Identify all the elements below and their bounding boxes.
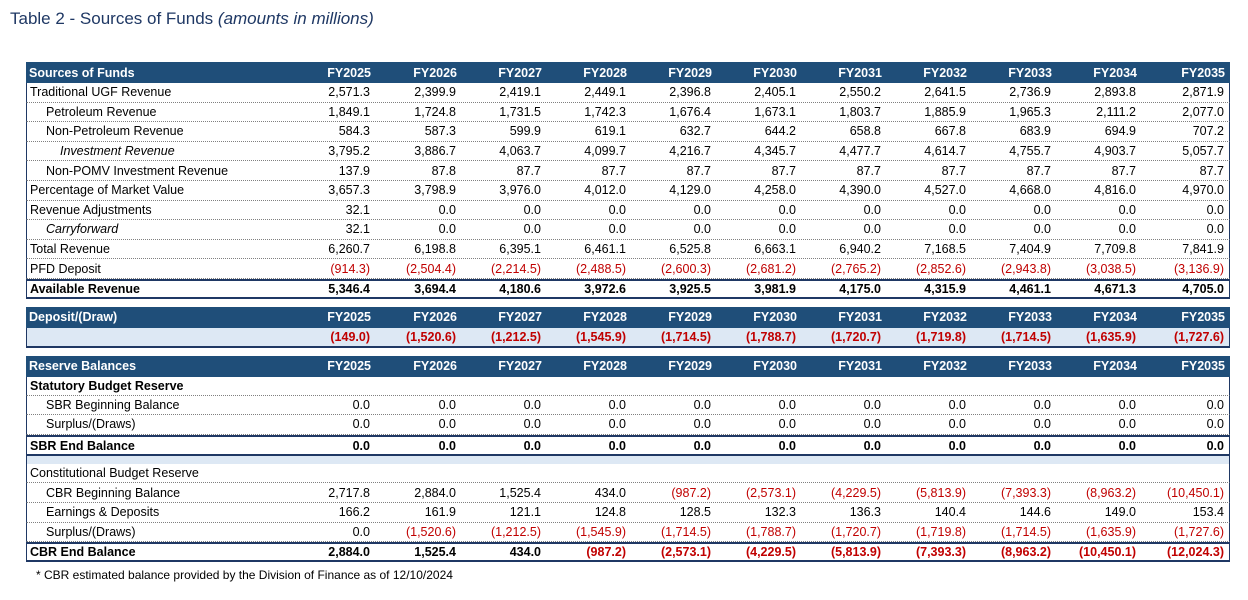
table-cell: (10,450.1) — [1167, 485, 1224, 500]
table-row-label: SBR End Balance — [30, 438, 135, 453]
table-cell: 1,525.4 — [499, 485, 541, 500]
table-cell: 0.0 — [438, 417, 456, 432]
table-cell: 4,671.3 — [1094, 281, 1136, 296]
table-cell: 0.0 — [352, 417, 370, 432]
footnote: * CBR estimated balance provided by the Division of Finance as of 12/10/2024 — [36, 568, 453, 582]
table-cell: 2,871.9 — [1182, 85, 1224, 100]
table-cell: 683.9 — [1019, 124, 1051, 139]
table-cell: (2,943.8) — [1000, 261, 1051, 276]
table-cell: (1,719.8) — [915, 329, 966, 344]
table-cell: 0.0 — [863, 202, 881, 217]
table-cell: 667.8 — [934, 124, 966, 139]
table-cell: 166.2 — [338, 505, 370, 520]
table-cell: 0.0 — [352, 397, 370, 412]
table-cell: 161.9 — [424, 505, 456, 520]
table-cell: (2,504.4) — [405, 261, 456, 276]
table-cell: (4,229.5) — [745, 544, 796, 559]
table-cell: 4,315.9 — [924, 281, 966, 296]
table-cell: FY2025 — [327, 359, 371, 374]
table-cell: (914.3) — [330, 261, 370, 276]
table-cell: (5,813.9) — [830, 544, 881, 559]
table-cell: 2,077.0 — [1182, 104, 1224, 119]
table-cell: 2,550.2 — [839, 85, 881, 100]
table-cell: FY2027 — [498, 359, 542, 374]
table-row — [26, 181, 1230, 201]
table-row — [26, 161, 1230, 181]
table-cell: 4,129.0 — [669, 183, 711, 198]
table-row — [26, 142, 1230, 162]
table-cell: 619.1 — [594, 124, 626, 139]
table-cell: (1,714.5) — [660, 329, 711, 344]
table-cell: (5,813.9) — [915, 485, 966, 500]
table-cell: (1,727.6) — [1173, 329, 1224, 344]
table-cell: 6,395.1 — [499, 242, 541, 257]
table-cell: FY2029 — [668, 65, 712, 80]
table-cell: 2,419.1 — [499, 85, 541, 100]
table-cell: 0.0 — [1206, 417, 1224, 432]
table-cell: 4,755.7 — [1009, 144, 1051, 159]
table-cell: (1,545.9) — [575, 329, 626, 344]
table-cell: 3,925.5 — [669, 281, 711, 296]
table-cell: 4,903.7 — [1094, 144, 1136, 159]
table-cell: (3,038.5) — [1085, 261, 1136, 276]
table-cell: 0.0 — [523, 202, 541, 217]
table-cell: 0.0 — [863, 438, 881, 453]
table-row-label: Non-POMV Investment Revenue — [46, 163, 229, 178]
table-cell: 0.0 — [863, 397, 881, 412]
deposit-header-label: Deposit/(Draw) — [29, 310, 118, 325]
table-row — [26, 240, 1230, 260]
table-row-label: Total Revenue — [30, 242, 110, 257]
table-cell: 153.4 — [1192, 505, 1224, 520]
table-cell: 87.7 — [686, 163, 711, 178]
table-cell: (1,720.7) — [830, 524, 881, 539]
table-cell: 0.0 — [523, 417, 541, 432]
sources-header-label: Sources of Funds — [29, 65, 135, 80]
table-cell: 4,063.7 — [499, 144, 541, 159]
table-cell: FY2033 — [1008, 65, 1052, 80]
table-cell: 2,396.8 — [669, 85, 711, 100]
table-cell: 87.7 — [771, 163, 796, 178]
table-cell: 7,168.5 — [924, 242, 966, 257]
deposit-header — [26, 307, 1230, 328]
table-cell: (1,714.5) — [1000, 524, 1051, 539]
table-cell: (10,450.1) — [1079, 544, 1136, 559]
table-cell: FY2028 — [583, 65, 627, 80]
table-cell: 2,717.8 — [328, 485, 370, 500]
table-cell: (2,214.5) — [490, 261, 541, 276]
table-cell: 658.8 — [849, 124, 881, 139]
table-cell: 0.0 — [778, 222, 796, 237]
table-cell: 0.0 — [778, 202, 796, 217]
table-cell: 2,641.5 — [924, 85, 966, 100]
table-cell: FY2026 — [413, 310, 457, 325]
table-cell: 2,111.2 — [1096, 104, 1136, 119]
table-cell: 0.0 — [438, 222, 456, 237]
table-cell: 87.7 — [1111, 163, 1136, 178]
table-cell: 434.0 — [594, 485, 626, 500]
table-row — [26, 279, 1230, 299]
table-cell: 434.0 — [509, 544, 541, 559]
table-cell: 4,099.7 — [584, 144, 626, 159]
table-cell: FY2035 — [1181, 65, 1225, 80]
table-cell: FY2034 — [1093, 310, 1137, 325]
table-cell: 1,849.1 — [328, 104, 370, 119]
table-cell: (1,635.9) — [1085, 524, 1136, 539]
table-row-label: Carryforward — [46, 222, 119, 237]
table-cell: FY2029 — [668, 310, 712, 325]
table-cell: 2,405.1 — [754, 85, 796, 100]
table-cell: 4,527.0 — [924, 183, 966, 198]
table-cell: 3,981.9 — [754, 281, 796, 296]
table-cell: 0.0 — [693, 417, 711, 432]
table-row-label: Revenue Adjustments — [30, 202, 152, 217]
table-cell: FY2035 — [1181, 359, 1225, 374]
table-cell: (2,765.2) — [830, 261, 881, 276]
table-cell: 5,346.4 — [328, 281, 370, 296]
table-cell: FY2028 — [583, 310, 627, 325]
table-cell: 7,404.9 — [1009, 242, 1051, 257]
table-cell: 2,884.0 — [414, 485, 456, 500]
table-cell: 644.2 — [764, 124, 796, 139]
table-cell: FY2034 — [1093, 359, 1137, 374]
table-cell: 2,884.0 — [328, 544, 370, 559]
table-cell: 0.0 — [523, 438, 541, 453]
table-cell: 137.9 — [338, 163, 370, 178]
table-cell: 3,976.0 — [499, 183, 541, 198]
table-cell: 2,893.8 — [1094, 85, 1136, 100]
table-cell: FY2026 — [413, 65, 457, 80]
table-cell: 0.0 — [948, 222, 966, 237]
table-title-note: (amounts in millions) — [217, 9, 374, 28]
table-cell: FY2030 — [753, 359, 797, 374]
table-cell: 4,614.7 — [924, 144, 966, 159]
table-row — [26, 259, 1230, 279]
table-cell: FY2031 — [838, 359, 882, 374]
table-cell: (1,714.5) — [1000, 329, 1051, 344]
table-cell: 87.7 — [856, 163, 881, 178]
spacer — [26, 348, 1230, 356]
table-cell: 0.0 — [1033, 438, 1051, 453]
table-row — [26, 415, 1230, 435]
table-cell: 1,742.3 — [584, 104, 626, 119]
table-cell: (1,720.7) — [830, 329, 881, 344]
table-cell: (1,788.7) — [745, 524, 796, 539]
table-row — [26, 83, 1230, 103]
table-cell: 4,668.0 — [1009, 183, 1051, 198]
table-cell: 0.0 — [693, 202, 711, 217]
table-cell: 87.7 — [516, 163, 541, 178]
table-cell: 0.0 — [948, 202, 966, 217]
table-cell: 7,709.8 — [1094, 242, 1136, 257]
table-cell: 584.3 — [338, 124, 370, 139]
table-row-label: PFD Deposit — [30, 261, 101, 276]
table-cell: 0.0 — [1118, 397, 1136, 412]
table-cell: FY2025 — [327, 65, 371, 80]
table-cell: 132.3 — [764, 505, 796, 520]
table-cell: (1,545.9) — [575, 524, 626, 539]
table-cell: 87.7 — [941, 163, 966, 178]
table-cell: (1,788.7) — [745, 329, 796, 344]
table-cell: 4,216.7 — [669, 144, 711, 159]
table-cell: 1,676.4 — [669, 104, 711, 119]
table-cell: 632.7 — [679, 124, 711, 139]
table-cell: 0.0 — [1206, 438, 1224, 453]
table-cell: (2,681.2) — [745, 261, 796, 276]
table-row-label: Surplus/(Draws) — [46, 417, 136, 432]
table-cell: 3,694.4 — [414, 281, 456, 296]
table-cell: 0.0 — [778, 417, 796, 432]
table-cell: FY2028 — [583, 359, 627, 374]
table-row — [26, 503, 1230, 523]
table-cell: 144.6 — [1019, 505, 1051, 520]
table-cell: 0.0 — [948, 417, 966, 432]
table-cell: (987.2) — [586, 544, 626, 559]
table-cell: 0.0 — [863, 222, 881, 237]
table-row — [26, 103, 1230, 123]
table-cell: 0.0 — [948, 397, 966, 412]
table-cell: 87.7 — [1199, 163, 1224, 178]
table-cell: (2,852.6) — [915, 261, 966, 276]
table-cell: 4,345.7 — [754, 144, 796, 159]
table-cell: 149.0 — [1104, 505, 1136, 520]
table-cell: 4,175.0 — [839, 281, 881, 296]
table-cell: 136.3 — [849, 505, 881, 520]
table-cell: FY2030 — [753, 310, 797, 325]
table-cell: 4,390.0 — [839, 183, 881, 198]
table-cell: (1,727.6) — [1173, 524, 1224, 539]
table-cell: (2,573.1) — [745, 485, 796, 500]
table-row-label: Percentage of Market Value — [30, 183, 185, 198]
table-cell: (3,136.9) — [1173, 261, 1224, 276]
table-cell: 2,399.9 — [414, 85, 456, 100]
table-cell: 140.4 — [934, 505, 966, 520]
table-cell: 3,798.9 — [414, 183, 456, 198]
table-cell: 128.5 — [679, 505, 711, 520]
table-cell: FY2032 — [923, 310, 967, 325]
table-cell: 4,816.0 — [1094, 183, 1136, 198]
table-row-label: Earnings & Deposits — [46, 505, 160, 520]
table-cell: 2,571.3 — [328, 85, 370, 100]
table-row-label: Non-Petroleum Revenue — [46, 124, 184, 139]
table-cell: 707.2 — [1192, 124, 1224, 139]
table-row — [26, 396, 1230, 416]
table-cell: (8,963.2) — [1085, 485, 1136, 500]
table-cell: 6,461.1 — [584, 242, 626, 257]
table-cell: 0.0 — [948, 438, 966, 453]
table-cell: FY2029 — [668, 359, 712, 374]
table-cell: 0.0 — [1118, 438, 1136, 453]
table-cell: 2,736.9 — [1009, 85, 1051, 100]
table-cell: (2,573.1) — [660, 544, 711, 559]
table-cell: 3,657.3 — [328, 183, 370, 198]
table-row — [26, 523, 1230, 543]
table-cell: 0.0 — [438, 202, 456, 217]
table-cell: 0.0 — [438, 438, 456, 453]
cbr-title-label: Constitutional Budget Reserve — [30, 466, 199, 481]
table-cell: 0.0 — [608, 438, 626, 453]
table-row — [26, 483, 1230, 503]
table-cell: 0.0 — [608, 202, 626, 217]
table-cell: 0.0 — [1033, 397, 1051, 412]
table-cell: 1,525.4 — [414, 544, 456, 559]
table-row — [26, 435, 1230, 455]
table-cell: (2,600.3) — [660, 261, 711, 276]
table-cell: 0.0 — [608, 417, 626, 432]
table-cell: (1,719.8) — [915, 524, 966, 539]
table-cell: 1,731.5 — [499, 104, 541, 119]
table-cell: 5,057.7 — [1182, 144, 1224, 159]
table-cell: 1,885.9 — [924, 104, 966, 119]
table-cell: 6,663.1 — [754, 242, 796, 257]
table-cell: (8,963.2) — [1000, 544, 1051, 559]
table-row-label: SBR Beginning Balance — [46, 397, 180, 412]
table-cell: (149.0) — [330, 329, 370, 344]
cbr-title — [26, 464, 1230, 483]
sources-of-funds-table — [26, 62, 1230, 562]
table-cell: 1,724.8 — [414, 104, 456, 119]
table-cell: 587.3 — [424, 124, 456, 139]
deposit-row — [26, 328, 1230, 348]
table-cell: (1,635.9) — [1085, 329, 1136, 344]
table-cell: 32.1 — [345, 222, 370, 237]
table-row-label: Available Revenue — [30, 281, 141, 296]
table-row-label: Traditional UGF Revenue — [30, 85, 172, 100]
table-cell: FY2033 — [1008, 310, 1052, 325]
table-cell: 0.0 — [1118, 222, 1136, 237]
reserves-header — [26, 356, 1230, 377]
table-cell: FY2026 — [413, 359, 457, 374]
table-cell: 4,705.0 — [1182, 281, 1224, 296]
table-cell: 0.0 — [1118, 417, 1136, 432]
table-cell: 6,198.8 — [414, 242, 456, 257]
table-cell: 87.7 — [601, 163, 626, 178]
table-cell: 0.0 — [438, 397, 456, 412]
table-cell: 4,477.7 — [839, 144, 881, 159]
table-title-main: Table 2 - Sources of Funds — [10, 9, 214, 28]
table-cell: (1,212.5) — [490, 524, 541, 539]
table-cell: FY2035 — [1181, 310, 1225, 325]
table-row-label: Investment Revenue — [60, 144, 175, 159]
table-cell: FY2025 — [327, 310, 371, 325]
table-cell: 0.0 — [1118, 202, 1136, 217]
table-cell: FY2032 — [923, 359, 967, 374]
table-cell: 694.9 — [1104, 124, 1136, 139]
table-cell: 0.0 — [352, 524, 370, 539]
table-cell: (1,714.5) — [660, 524, 711, 539]
table-cell: 0.0 — [863, 417, 881, 432]
table-row — [26, 201, 1230, 221]
table-cell: 7,841.9 — [1182, 242, 1224, 257]
table-row-label: Petroleum Revenue — [46, 104, 157, 119]
table-cell: FY2032 — [923, 65, 967, 80]
table-cell: FY2027 — [498, 310, 542, 325]
table-cell: (7,393.3) — [915, 544, 966, 559]
spacer — [26, 299, 1230, 307]
table-cell: (987.2) — [671, 485, 711, 500]
table-cell: (4,229.5) — [830, 485, 881, 500]
sbr-title — [26, 377, 1230, 396]
table-cell: FY2034 — [1093, 65, 1137, 80]
table-row — [26, 542, 1230, 562]
table-cell: 0.0 — [1206, 222, 1224, 237]
table-cell: 0.0 — [1206, 202, 1224, 217]
table-cell: 599.9 — [509, 124, 541, 139]
table-cell: 4,461.1 — [1009, 281, 1051, 296]
table-cell: 0.0 — [693, 222, 711, 237]
table-cell: 4,258.0 — [754, 183, 796, 198]
table-cell: (7,393.3) — [1000, 485, 1051, 500]
table-row-label: CBR Beginning Balance — [46, 485, 181, 500]
table-cell: FY2030 — [753, 65, 797, 80]
table-cell: 0.0 — [1033, 222, 1051, 237]
table-cell: 1,965.3 — [1009, 104, 1051, 119]
table-cell: 6,525.8 — [669, 242, 711, 257]
table-cell: (1,520.6) — [405, 524, 456, 539]
table-cell: FY2031 — [838, 310, 882, 325]
sources-header — [26, 62, 1230, 83]
table-cell: (12,024.3) — [1167, 544, 1224, 559]
table-cell: 3,972.6 — [584, 281, 626, 296]
table-row-label: Surplus/(Draws) — [46, 524, 136, 539]
table-cell: 124.8 — [594, 505, 626, 520]
table-cell: 121.1 — [509, 505, 541, 520]
table-cell: 0.0 — [1033, 417, 1051, 432]
table-cell: 4,180.6 — [499, 281, 541, 296]
table-cell: 2,449.1 — [584, 85, 626, 100]
table-row-label: CBR End Balance — [30, 544, 136, 559]
table-cell: 0.0 — [693, 438, 711, 453]
table-cell: 0.0 — [1033, 202, 1051, 217]
table-cell: (2,488.5) — [575, 261, 626, 276]
table-cell: 1,803.7 — [839, 104, 881, 119]
table-cell: FY2031 — [838, 65, 882, 80]
table-cell: 0.0 — [1206, 397, 1224, 412]
table-cell: 0.0 — [778, 438, 796, 453]
table-cell: 0.0 — [608, 222, 626, 237]
table-cell: 4,012.0 — [584, 183, 626, 198]
table-cell: 32.1 — [345, 202, 370, 217]
table-cell: 0.0 — [778, 397, 796, 412]
table-cell: FY2033 — [1008, 359, 1052, 374]
table-cell: 0.0 — [608, 397, 626, 412]
table-cell: 87.7 — [1026, 163, 1051, 178]
table-cell: 1,673.1 — [754, 104, 796, 119]
table-cell: 0.0 — [352, 438, 370, 453]
table-cell: FY2027 — [498, 65, 542, 80]
table-title — [10, 9, 374, 29]
table-cell: (1,520.6) — [405, 329, 456, 344]
sbr-title-label: Statutory Budget Reserve — [30, 378, 184, 393]
table-cell: 3,886.7 — [414, 144, 456, 159]
table-cell: (1,212.5) — [490, 329, 541, 344]
table-row — [26, 122, 1230, 142]
table-cell: 0.0 — [523, 397, 541, 412]
table-cell: 0.0 — [523, 222, 541, 237]
table-cell: 4,970.0 — [1182, 183, 1224, 198]
table-cell: 3,795.2 — [328, 144, 370, 159]
table-cell: 6,940.2 — [839, 242, 881, 257]
spacer — [26, 454, 1230, 464]
reserves-header-label: Reserve Balances — [29, 359, 137, 374]
table-row — [26, 220, 1230, 240]
table-cell: 0.0 — [693, 397, 711, 412]
table-cell: 87.8 — [431, 163, 456, 178]
table-cell: 6,260.7 — [328, 242, 370, 257]
